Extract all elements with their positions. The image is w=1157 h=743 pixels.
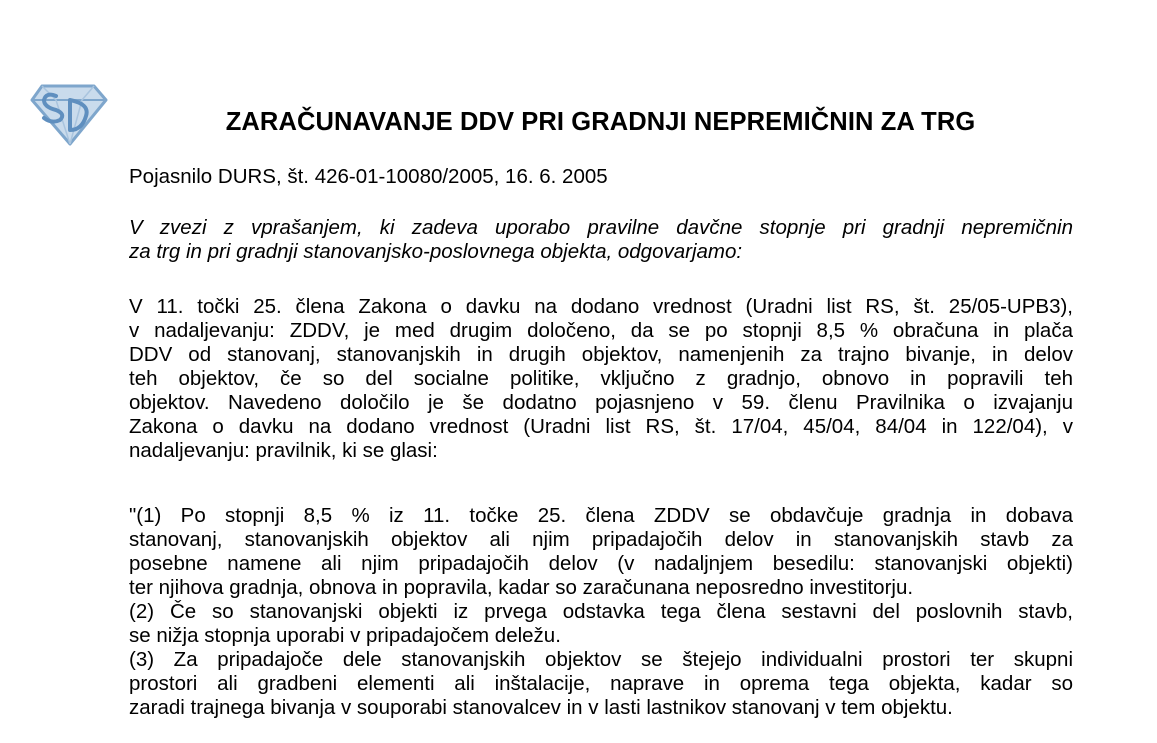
intro-paragraph: [129, 216, 1073, 264]
document-reference: Pojasnilo DURS, št. 426-01-10080/2005, 16. 6. 2005: [129, 165, 608, 188]
article-line: (2) Če so stanovanjski objekti iz prvega odstavka tega člena sestavni del poslovnih stavb,: [129, 600, 1073, 623]
article-line: prostori ali gradbeni elementi ali inštalacije, naprave in oprema tega objekta, kadar so: [129, 672, 1073, 695]
article-line: posebne namene ali njim pripadajočih delov (v nadaljnjem besedilu: stanovanjski objekti): [129, 552, 1073, 575]
paragraph-line: DDV od stanovanj, stanovanjskih in drugih objektov, namenjenih za trajno bivanje, in delov: [129, 343, 1073, 366]
document-title: ZARAČUNAVANJE DDV PRI GRADNJI NEPREMIČNIN ZA TRG: [225, 108, 976, 136]
article-line: (3) Za pripadajoče dele stanovanjskih objektov se štejejo individualni prostori ter skupni: [129, 648, 1073, 671]
article-line: zaradi trajnega bivanja v souporabi stanovalcev in v lasti lastnikov stanovanj v tem objektu.: [129, 696, 953, 719]
quoted-article: [129, 504, 1073, 720]
paragraph-line: V 11. točki 25. člena Zakona o davku na dodano vrednost (Uradni list RS, št. 25/05-UPB3),: [129, 295, 1073, 318]
paragraph-line: nadaljevanju: pravilnik, ki se glasi:: [129, 439, 438, 462]
logo: [26, 78, 112, 148]
paragraph-line: Zakona o davku na dodano vrednost (Uradni list RS, št. 17/04, 45/04, 84/04 in 122/04), v: [129, 415, 1073, 438]
article-line: ter njihova gradnja, obnova in popravila, kadar so zaračunana neposredno investitorju.: [129, 576, 914, 599]
body-paragraph-1: [129, 295, 1073, 463]
article-line: stanovanj, stanovanjskih objektov ali njim pripadajočih delov in stanovanjskih stavb za: [129, 528, 1073, 551]
diamond-logo-icon: [26, 78, 112, 148]
article-line: "(1) Po stopnji 8,5 % iz 11. točke 25. člena ZDDV se obdavčuje gradnja in dobava: [129, 504, 1073, 527]
paragraph-line: objektov. Navedeno določilo je še dodatno pojasnjeno v 59. členu Pravilnika o izvajanju: [129, 391, 1073, 414]
paragraph-line: teh objektov, če so del socialne politike, vključno z gradnjo, obnovo in popravili teh: [129, 367, 1073, 390]
intro-line: V zvezi z vprašanjem, ki zadeva uporabo pravilne davčne stopnje pri gradnji nepremičnin: [129, 216, 1073, 239]
article-line: se nižja stopnja uporabi v pripadajočem deležu.: [129, 624, 561, 647]
intro-line: za trg in pri gradnji stanovanjsko-poslovnega objekta, odgovarjamo:: [129, 240, 743, 263]
paragraph-line: v nadaljevanju: ZDDV, je med drugim določeno, da se po stopnji 8,5 % obračuna in plača: [129, 319, 1073, 342]
